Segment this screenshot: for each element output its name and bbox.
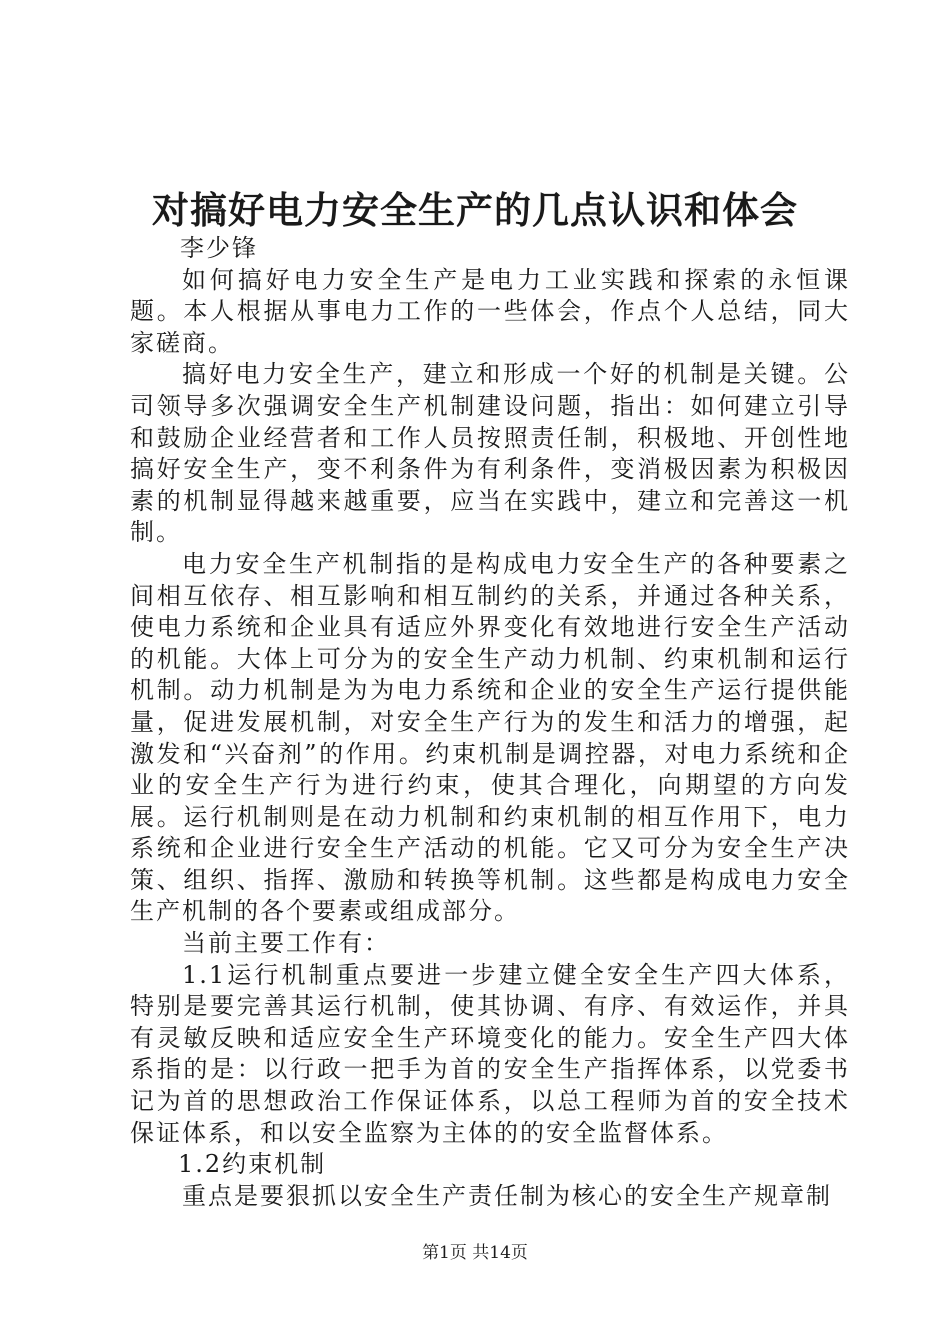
page-footer: 第1页 共14页 [422,1243,528,1263]
author-name: 李少锋 [180,234,258,262]
paragraph-current-work: 当前主要工作有： [182,929,390,958]
paragraph-mechanism-key: 搞好电力安全生产，建立和形成一个好的机制是关键。公司领导多次强调安全生产机制建设问题，指出：如何建立引导和鼓励企业经营者和工作人员按照责任制，积极地、开创性地搞好安全生产，变不利条件为有利条件，变消极因素为积极因素的机制显得越来越重要，应当在实践中，建立和完善这一机制。 [130,360,850,547]
paragraph-section-1-1: 1.1运行机制重点要进一步建立健全安全生产四大体系，特别是要完善其运行机制，使其协调、有序、有效运作，并具有灵敏反映和适应安全生产环境变化的能力。安全生产四大体系指的是：以行政一把手为首的安全生产指挥体系，以党委书记为首的思想政治工作保证体系，以总工程师为首的安全技术保证体系，和以安全监察为主体的的安全监督体系。 [130,960,850,1147]
heading-section-1-2: 1.2约束机制 [178,1150,327,1179]
paragraph-intro: 如何搞好电力安全生产是电力工业实践和探索的永恒课题。本人根据从事电力工作的一些体会，作点个人总结，同大家磋商。 [130,265,850,357]
document-title: 对搞好电力安全生产的几点认识和体会 [152,188,798,232]
paragraph-mechanism-definition: 电力安全生产机制指的是构成电力安全生产的各种要素之间相互依存、相互影响和相互制约的关系，并通过各种关系，使电力系统和企业具有适应外界变化有效地进行安全生产活动的机能。大体上可分为的安全生产动力机制、约束机制和运行机制。动力机制是为为电力系统和企业的安全生产运行提供能量，促进发展机制，对安全生产行为的发生和活力的增强，起激发和“兴奋剂”的作用。约束机制是调控器，对电力系统和企业的安全生产行为进行约束，使其合理化，向期望的方向发展。运行机制则是在动力机制和约束机制的相互作用下，电力系统和企业进行安全生产活动的机能。它又可分为安全生产决策、组织、指挥、激励和转换等机制。这些都是构成电力安全生产机制的各个要素或组成部分。 [130,549,850,926]
paragraph-section-1-2: 重点是要狠抓以安全生产责任制为核心的安全生产规章制 [182,1181,832,1210]
document-body [130,233,850,1212]
